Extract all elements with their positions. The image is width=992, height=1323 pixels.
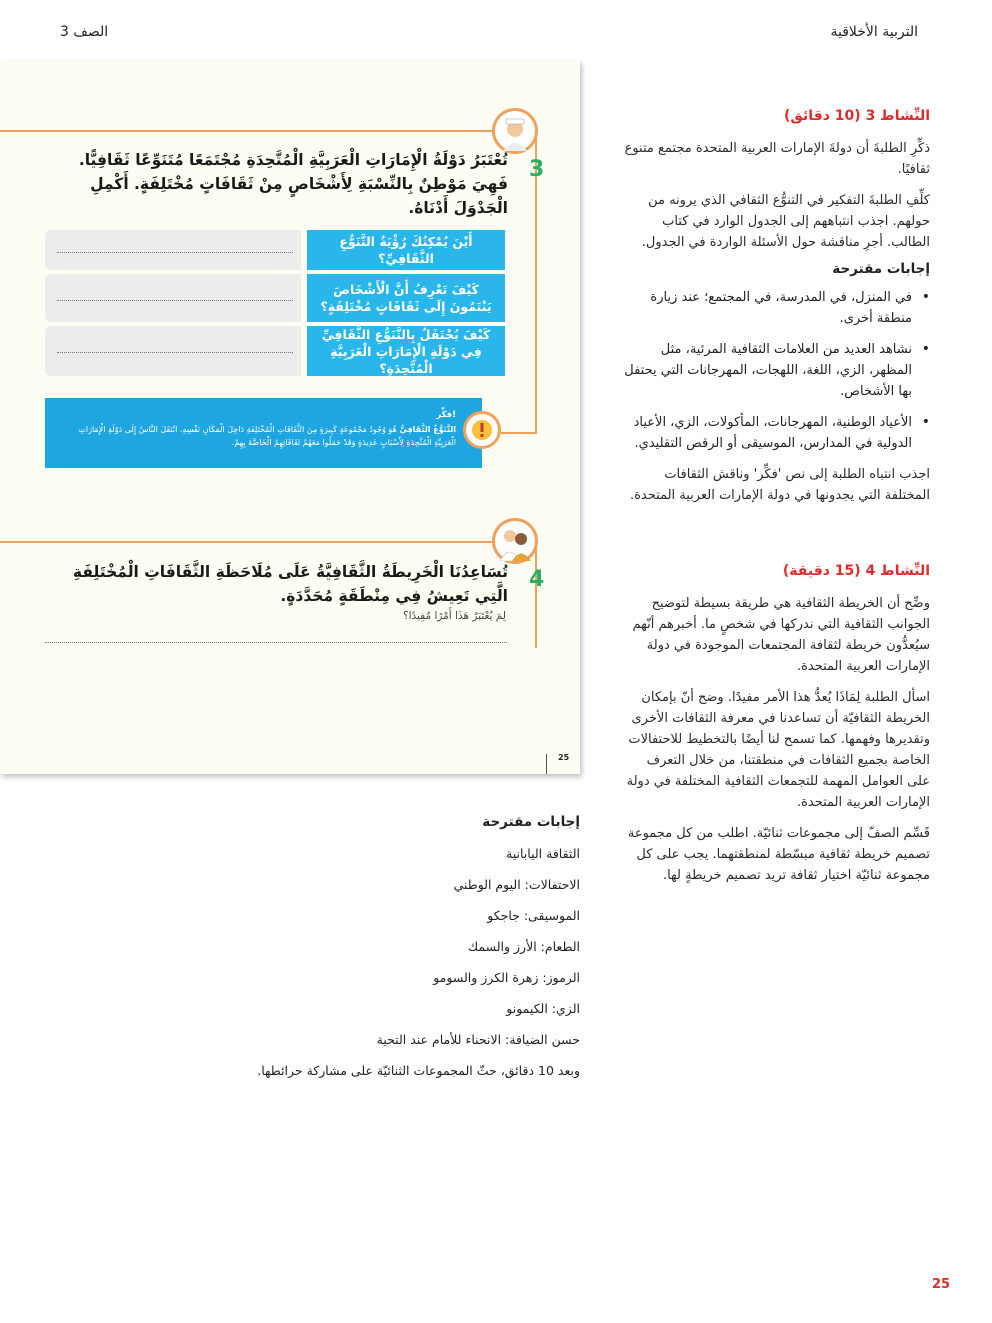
student-page-number: 25 <box>558 753 570 762</box>
answer-line[interactable] <box>57 300 293 301</box>
answer-line-text: الاحتفالات: اليوم الوطني <box>453 877 580 892</box>
activity-4-paragraph: وضِّح أن الخريطة الثقافية هي طريقة بسيطة لتوضيح الجوانب الثقافية التي ندركها في شخصٍ ما. أخبرهم أنّهم سيُعدُّون خريطة لثقافة المجتمعات الموجودة في دولة الإمارات العربية المتحدة. <box>632 596 930 674</box>
student-book-page <box>0 60 580 774</box>
header-subject: التربية الأخلاقية <box>830 24 918 40</box>
think-text <box>56 423 456 449</box>
activity-4-section <box>622 563 930 886</box>
activity-4-title: النِّشاط 4 (15 دقيقة) <box>782 563 930 579</box>
think-title: فكِّر! <box>436 410 456 420</box>
table-row-question: أَيْنَ يُمْكِنُكَ رُؤْيَةُ التَّنَوُّعِ الثَّقَافِيِّ؟ <box>307 230 505 270</box>
list-item: • في المنزل، في المدرسة، في المجتمع؛ عند زيارة منطقة أخرى. <box>622 287 912 329</box>
question-4-text: تُسَاعِدُنَا الْخَرِيطَةُ الثَّقَافِيَّةُ عَلَى مُلَاحَظَةِ الثَّقَافَاتِ الْمُخْتَلِفَةِ الَّتِي تَعِيشُ فِي مِنْطَقَةٍ مُحَدَّدَةٍ. <box>72 563 508 605</box>
activity-3-answers-title: إجابات مقترحة <box>832 261 930 277</box>
question-4-prompt: لِمَ يُعْتَبَرُ هَذَا أَمْرًا مُفِيدًا؟ <box>403 610 506 622</box>
activity-3-paragraph: اجذب انتباه الطلبة إلى نص 'فكِّر' وناقش الثقافات المختلفة التي يجدونها في دولة الإمارات العربية المتحدة. <box>629 467 930 503</box>
table-row <box>45 274 505 322</box>
question-number-4: 4 <box>529 567 545 592</box>
activity-3-paragraph: ذكِّرِ الطلبةَ أن دولةَ الإمارات العربية المتحدة مجتمع متنوع ثقافيًا. <box>624 141 930 177</box>
answer-line[interactable] <box>45 642 507 643</box>
answer-line-text: حسن الضيافة: الانحناء للأمام عند التحية <box>376 1032 580 1047</box>
activity-3-section <box>622 108 930 506</box>
table-row <box>45 230 505 270</box>
table-row-question: كَيْفَ تَعْرِفُ أَنَّ الْأَشْخَاصَ يَنْتَمُونَ إِلَى ثَقَافَاتٍ مُخْتَلِفَةٍ؟ <box>307 274 505 322</box>
table-row-question: كَيْفَ يُحْتَفَلُ بِالتَّنَوُّعِ الثَّقَافِيِّ فِي دَوْلَةِ الْإِمَارَاتِ الْعَرَبِيَّةِ الْمُتَّحِدَةِ؟ <box>307 326 505 376</box>
answer-line-text: الرموز: زهرة الكرز والسومو <box>433 970 580 985</box>
answer-line[interactable] <box>57 352 293 353</box>
answers-title: إجابات مقترحة <box>482 814 580 830</box>
question-number-3: 3 <box>529 157 545 182</box>
activity-3-title: النِّشاط 3 (10 دقائق) <box>784 108 930 124</box>
answer-line-text: الزي: الكيمونو <box>506 1001 580 1016</box>
question-3-text: تُعْتَبَرُ دَوْلَةُ الْإِمَارَاتِ الْعَرَبِيَّةِ الْمُتَّحِدَةِ مُجْتَمَعًا مُتَنَوِّعًا ثَقَافِيًّا. فَهِيَ مَوْطِنٌ بِالنِّسْبَةِ لِأَشْخَاصٍ مِنْ ثَقَافَاتٍ مُخْتَلِفَةٍ. أَكْمِلِ الْجَدْوَلَ أَدْنَاهُ. <box>78 151 508 217</box>
think-term: التَّنَوُّعُ الثَّقَافِيُّ <box>399 425 456 434</box>
suggested-answers-block <box>220 814 580 1086</box>
q3-top-line <box>0 130 494 132</box>
answer-line[interactable] <box>57 252 293 253</box>
list-item: • الأعياد الوطنية، المهرجانات، المأكولات، الزي، الأعياد الدولية في المدارس، الموسيقى أو الرقص التقليدي. <box>622 412 912 454</box>
exclamation-icon <box>463 411 501 449</box>
activity-4-paragraph: اسأل الطلبة لِمَاذَا يُعدُّ هذا الأمر مفيدًا. وضح أنّ بإمكان الخريطة الثقافيّة أن تساعدنا في معرفة الثقافات الأخرى وتقديرها وفهمها. كما تسمح لنا أيضًا بالتخطيط للاحتفالات الخاصة بجميع الثقافات في منطقتنا، من خلال التعرف على العوامل المهمة للتجمعات الثقافية المختلفة في دولة الإمارات العربية المتحدة. <box>626 690 930 810</box>
think-body: هُوَ وُجُودُ مَجْمُوعَةٍ كَبِيرَةٍ مِنَ الثَّقَافَاتِ الْمُخْتَلِفَةِ دَاخِلَ الْمَكَانِ نَفْسِهِ. انْتَقَلَ النَّاسُ إِلَى دَوْلَةِ الْإِمَارَاتِ الْعَرَبِيَّةِ الْمُتَّحِدَةِ لِأَسْبَابٍ عَدِيدَةٍ وَقَدْ حَمَلُوا مَعَهُمْ ثَقَافَاتِهِمُ الْخَاصَّةَ بِهِمْ. <box>78 425 456 447</box>
header-grade: الصف 3 <box>60 24 109 40</box>
q4-top-line <box>0 541 494 543</box>
answer-line-text: الثقافة اليابانية <box>506 846 580 861</box>
list-item: • نشاهد العديد من العلامات الثقافية المرئية، مثل المظهر، الزي، اللغة، اللهجات، المهرجانات التي يحتفل بها الأشخاص. <box>622 339 912 402</box>
activity-4-paragraph: قَسِّم الصفّ إلى مجموعات ثنائيّة. اطلب من كل مجموعة تصميم خريطة ثقافية مبسّطة لمنطقتهما. يجب على كل مجموعة ثنائيّة اختيار ثقافة تريد تصميم خريطةٍ لها. <box>627 826 930 883</box>
q4-side-line <box>535 543 537 648</box>
students-group-icon <box>492 518 538 564</box>
page-number: 25 <box>932 1277 951 1292</box>
answer-line-text: الموسيقى: جاجكو <box>487 908 580 923</box>
think-box <box>45 398 482 468</box>
table-row <box>45 326 505 376</box>
answer-line-text: وبعد 10 دقائق، حثّ المجموعات الثنائيّة على مشاركة حرائطها. <box>257 1063 580 1078</box>
activity-3-paragraph: كلِّفِ الطلبةَ التفكير في التنوُّع الثقافي الذي يرونه من حولهم. اجذب انتباههم إلى الجدول الوارد في كتاب الطالب. أجرِ مناقشة حول الأسئلة الواردة في الجدول. <box>641 193 930 250</box>
answer-line-text: الطعام: الأرز والسمك <box>467 939 580 954</box>
